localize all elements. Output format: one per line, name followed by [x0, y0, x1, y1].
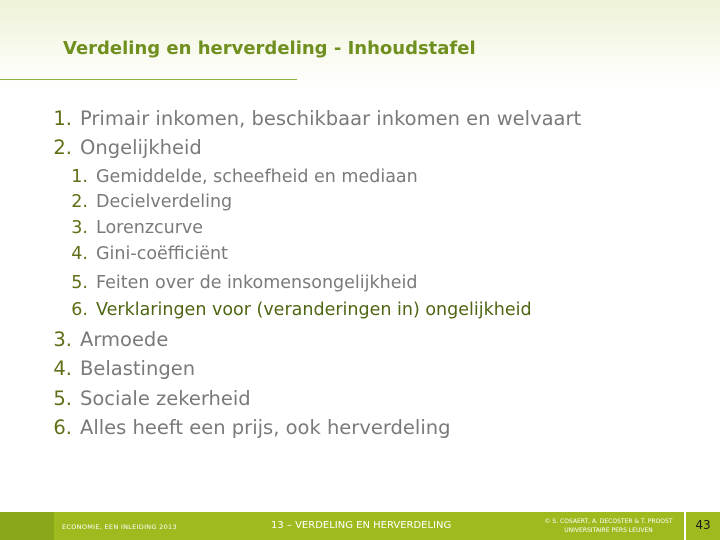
footer-copyright-line: © S. COSAERT, A. DECOSTER & T. PROOST [544, 518, 673, 525]
toc-item-number: 3. [53, 328, 72, 351]
toc-subitem-number: 6. [71, 300, 88, 320]
toc-subitem-number: 1. [71, 167, 88, 187]
slide-title: Verdeling en herverdeling - Inhoudstafel [63, 38, 476, 59]
toc-subitem-text: Gemiddelde, scheefheid en mediaan [96, 167, 418, 187]
toc-item-number: 6. [53, 416, 72, 439]
toc-item-number: 5. [53, 387, 72, 410]
toc-subitem-text: Verklaringen voor (veranderingen in) ongelijkheid [96, 300, 532, 320]
toc-subitem-text: Feiten over de inkomensongelijkheid [96, 273, 418, 293]
toc-subitem-number: 2. [71, 192, 88, 212]
footer-publisher-line: UNIVERSITAIRE PERS LEUVEN [564, 527, 653, 534]
footer-course-title: ECONOMIE, EEN INLEIDING 2013 [62, 523, 177, 531]
toc-item-text: Alles heeft een prijs, ook herverdeling [80, 416, 451, 439]
toc-subitem-text: Decielverdeling [96, 192, 233, 212]
footer-accent-block [0, 512, 54, 540]
toc-subitem-number: 3. [71, 218, 88, 238]
toc-item-text: Belastingen [80, 357, 196, 380]
footer-chapter-title: 13 – VERDELING EN HERVERDELING [271, 520, 452, 531]
toc-item-text: Sociale zekerheid [80, 387, 251, 410]
toc-subitem-number: 5. [71, 273, 88, 293]
toc-item-number: 2. [53, 136, 72, 159]
footer-copyright [536, 517, 681, 535]
toc-subitem-text: Gini-coëfficiënt [96, 244, 228, 264]
toc-item-text: Armoede [80, 328, 169, 351]
toc-item-number: 4. [53, 357, 72, 380]
footer-bar [0, 512, 720, 540]
toc-item-number: 1. [53, 107, 72, 130]
toc-subitem-number: 4. [71, 244, 88, 264]
page-number: 43 [695, 518, 711, 532]
toc-subitem-text: Lorenzcurve [96, 218, 204, 238]
toc-item-text: Primair inkomen, beschikbaar inkomen en welvaart [80, 107, 582, 130]
footer-divider [684, 512, 686, 540]
toc-item-text: Ongelijkheid [80, 136, 202, 159]
